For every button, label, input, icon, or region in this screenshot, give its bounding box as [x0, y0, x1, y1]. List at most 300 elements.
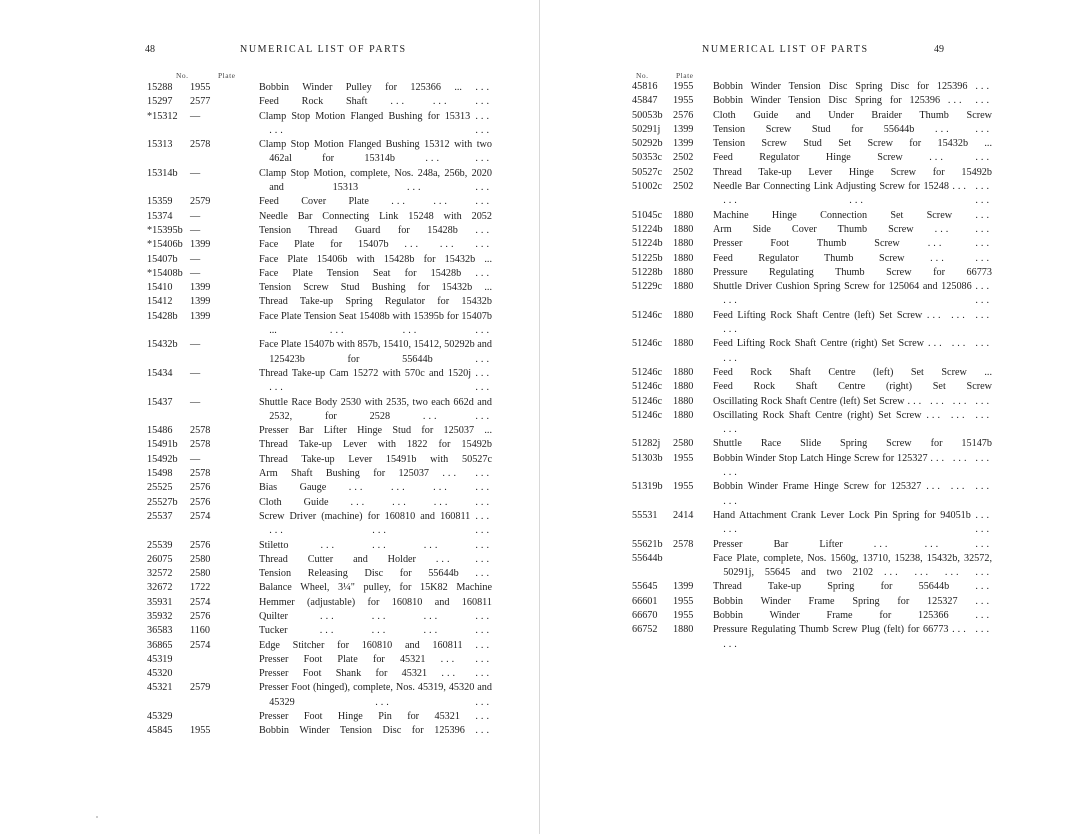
part-entry — [147, 95, 492, 109]
part-number: 51002c — [632, 181, 662, 193]
leader-dots: ... ... — [935, 123, 992, 135]
part-number: 55621b — [632, 538, 663, 550]
part-description-text: Presser Foot Hinge Pin for 45321 — [259, 711, 460, 723]
part-number: 50527c — [632, 166, 662, 178]
part-description — [259, 667, 492, 681]
part-entry — [147, 195, 492, 209]
part-description-text: Clamp Stop Motion Flanged Bushing 15312 with two 462al for 15314b — [259, 139, 492, 165]
part-number: 15434 — [147, 367, 173, 379]
leader-dots: ... ... — [929, 152, 993, 164]
plate-number: 1880 — [673, 266, 694, 278]
part-description — [259, 610, 492, 624]
part-entry — [147, 396, 492, 425]
part-number: 26075 — [147, 553, 173, 565]
part-number: 36583 — [147, 625, 173, 637]
part-description — [259, 310, 492, 339]
part-description-text: Face Plate for 15407b — [259, 239, 389, 251]
part-description — [259, 639, 492, 653]
part-description — [713, 623, 992, 652]
part-number: 55645 — [632, 581, 658, 593]
part-description-text: Needle Bar Connecting Link Adjusting Screw for 15248 — [713, 181, 949, 193]
part-entry — [147, 310, 492, 339]
part-description-text: Thread Take-up Spring Regulator for 15432b — [259, 296, 492, 308]
plate-number: 1955 — [190, 82, 211, 93]
part-number: 51246c — [632, 309, 662, 321]
column-header-number: No. — [636, 71, 649, 80]
part-entry — [632, 452, 992, 481]
part-description — [259, 467, 492, 481]
plate-number: — — [190, 396, 201, 408]
part-description — [259, 453, 492, 467]
part-entry — [147, 667, 492, 681]
part-description — [259, 195, 492, 209]
leader-dots: ... — [475, 224, 493, 236]
part-entry — [147, 138, 492, 167]
plate-number: 1880 — [673, 238, 694, 250]
part-description — [259, 167, 492, 196]
part-description — [713, 209, 992, 223]
part-entry — [632, 395, 992, 409]
leader-dots: ... ... — [375, 696, 492, 708]
leader-dots: ... ... ... — [723, 281, 992, 307]
part-number: 51224b — [632, 238, 663, 250]
leader-dots: ... ... ... — [404, 239, 493, 251]
running-head: NUMERICAL LIST OF PARTS — [240, 44, 407, 55]
part-description-text: Tension Thread Guard for 15428b — [259, 224, 458, 236]
part-number: 45319 — [147, 653, 173, 665]
part-description-text: Tension Screw Stud Set Screw for 15432b ... — [713, 138, 992, 150]
part-description-text: Pressure Regulating Thumb Screw Plug (felt) for 66773 — [713, 624, 949, 636]
page-number: 49 — [934, 44, 944, 55]
part-description-text: Thread Take-up Lever Hinge Screw for 15492b — [713, 166, 992, 178]
part-number: 36865 — [147, 639, 173, 651]
part-number: 15492b — [147, 453, 178, 465]
part-number: 15486 — [147, 425, 173, 437]
column-header-number: No. — [176, 71, 189, 80]
plate-number: 1880 — [673, 252, 694, 264]
part-number: 66601 — [632, 595, 658, 607]
part-number: 66752 — [632, 624, 658, 636]
part-description — [259, 681, 492, 710]
plate-number: 2576 — [190, 610, 211, 622]
plate-number: 2580 — [190, 553, 211, 565]
part-number: 51246c — [632, 381, 662, 393]
part-description — [259, 95, 492, 109]
part-entry — [147, 653, 492, 667]
plate-number: — — [190, 253, 201, 265]
plate-number: 1955 — [673, 481, 694, 493]
part-number: 35931 — [147, 596, 173, 608]
part-entry — [147, 210, 492, 224]
part-number: 51246c — [632, 395, 662, 407]
part-description-text: Clamp Stop Motion, complete, Nos. 248a, 256b, 2020 and 15313 — [259, 167, 492, 194]
leader-dots: ... — [975, 581, 992, 593]
part-number: 51303b — [632, 452, 663, 464]
part-description — [259, 338, 492, 367]
part-entry — [632, 94, 992, 108]
part-description-text: Feed Rock Shaft Centre (right) Set Screw — [713, 381, 992, 393]
part-description-text: Feed Rock Shaft Centre (left) Set Screw ... — [713, 366, 992, 378]
part-number: *15406b — [147, 239, 183, 251]
leader-dots: ... ... ... ... — [907, 395, 993, 407]
part-description — [259, 396, 492, 425]
part-entry — [632, 552, 992, 581]
part-entry — [632, 366, 992, 380]
part-description-text: Bobbin Winder Tension Disc Spring Disc for 125396 — [713, 81, 968, 92]
part-entry — [632, 580, 992, 594]
plate-number: 1399 — [190, 310, 211, 322]
part-entry — [632, 509, 992, 538]
part-entry — [632, 223, 992, 237]
part-description-text: Clamp Stop Motion Flanged Bushing for 15313 — [259, 110, 471, 122]
part-entry — [147, 338, 492, 367]
part-description — [259, 81, 492, 95]
part-description — [713, 252, 992, 266]
plate-number: 1880 — [673, 381, 694, 393]
plate-number: 1955 — [190, 725, 211, 737]
part-number: 45845 — [147, 725, 173, 737]
part-description-text: Needle Bar Connecting Link 15248 with 2052 — [259, 210, 492, 222]
plate-number: 1399 — [190, 296, 211, 308]
plate-number: 1880 — [673, 309, 694, 321]
parts-list — [147, 81, 492, 739]
part-entry — [632, 237, 992, 251]
part-description — [259, 567, 492, 581]
part-description — [259, 281, 492, 295]
plate-number: 1880 — [673, 209, 694, 221]
part-number: 35932 — [147, 610, 173, 622]
part-entry — [147, 624, 492, 638]
part-number: 15437 — [147, 396, 173, 408]
part-description — [259, 496, 492, 510]
leader-dots: ... ... — [930, 252, 992, 264]
part-description-text: Face Plate Tension Seat for 15428b — [259, 267, 462, 279]
part-number: 25525 — [147, 482, 173, 494]
part-description-text: Presser Foot (hinged), complete, Nos. 45319, 45320 and 45329 — [259, 682, 492, 708]
part-number: 32572 — [147, 568, 173, 580]
part-description — [713, 180, 992, 209]
leader-dots: ... — [975, 595, 993, 607]
part-description-text: Thread Take-up Lever with 1822 for 15492b — [259, 439, 492, 451]
part-description-text: Face Plate Tension Seat 15408b with 15395b for 15407b ... — [259, 310, 492, 337]
part-entry — [632, 266, 992, 280]
part-entry — [632, 623, 992, 652]
part-entry — [632, 80, 992, 94]
part-description — [713, 409, 992, 438]
part-entry — [632, 123, 992, 137]
part-entry — [632, 595, 992, 609]
part-entry — [147, 539, 492, 553]
plate-number: 2576 — [190, 496, 211, 508]
part-description-text: Bobbin Winder Pulley for 125366 ... — [259, 82, 462, 93]
part-description-text: Thread Take-up Spring for 55644b — [713, 581, 950, 593]
right-page — [540, 0, 1080, 834]
part-number: 15407b — [147, 253, 178, 265]
plate-number: 1880 — [673, 281, 694, 293]
leader-dots: ... — [975, 81, 993, 92]
part-number: 50292b — [632, 138, 663, 150]
part-description-text: Hemmer (adjustable) for 160810 and 160811 — [259, 596, 492, 608]
part-description — [259, 110, 492, 139]
plate-number: 1880 — [673, 409, 694, 421]
plate-number: 2502 — [673, 166, 694, 178]
part-number: 66670 — [632, 609, 658, 621]
part-description-text: Presser Bar Lifter — [713, 538, 843, 550]
part-description — [259, 581, 492, 595]
plate-number: 2577 — [190, 96, 211, 108]
plate-number: 2576 — [190, 539, 211, 551]
part-description — [713, 380, 992, 394]
part-description — [259, 510, 492, 539]
part-description-text: Shuttle Driver Cushion Spring Screw for 125064 and 125086 — [713, 281, 972, 293]
part-entry — [147, 81, 492, 95]
part-number: 15359 — [147, 196, 173, 208]
leader-dots: ... ... ... ... — [723, 481, 992, 507]
part-number: 51045c — [632, 209, 662, 221]
leader-dots: ... ... ... ... — [269, 510, 492, 537]
plate-number: 2580 — [673, 438, 694, 450]
part-description-text: Pressure Regulating Thumb Screw for 66773 — [713, 266, 992, 278]
part-number: 25537 — [147, 510, 173, 522]
part-number: 51224b — [632, 223, 663, 235]
leader-dots: ... ... — [440, 653, 493, 665]
leader-dots: ... ... ... — [329, 325, 493, 337]
part-number: 51229c — [632, 281, 662, 293]
part-description — [713, 509, 992, 538]
leader-dots: ... — [475, 82, 493, 93]
part-description — [713, 80, 992, 94]
part-description — [713, 109, 992, 123]
part-entry — [147, 610, 492, 624]
plate-number: — — [190, 453, 201, 465]
plate-number: — — [190, 339, 201, 351]
part-description-text: Face Plate, complete, Nos. 1560g, 13710, 15238, 15432b, 32572, 50291j, 55645 and two 2102 — [713, 552, 992, 579]
part-description — [259, 210, 492, 224]
plate-number: 1955 — [673, 452, 694, 464]
plate-number: 1399 — [190, 239, 211, 251]
part-description-text: Oscillating Rock Shaft Centre (left) Set Screw — [713, 395, 905, 407]
part-description — [713, 123, 992, 137]
part-entry — [632, 109, 992, 123]
part-number: 32672 — [147, 582, 173, 594]
plate-number: 1722 — [190, 582, 211, 594]
part-description-text: Cloth Guide — [259, 496, 329, 508]
leader-dots: ... ... — [435, 553, 493, 565]
part-description-text: Feed Rock Shaft — [259, 96, 368, 108]
column-header-plate: Plate — [218, 71, 236, 80]
part-description-text: Bobbin Winder Tension Disc for 125396 — [259, 725, 465, 737]
part-description-text: Quilter — [259, 610, 288, 622]
part-entry — [147, 467, 492, 481]
part-description-text: Arm Shaft Bushing for 125037 — [259, 468, 430, 480]
plate-number: — — [190, 267, 201, 279]
part-description — [713, 137, 992, 151]
part-description — [713, 366, 992, 380]
part-description-text: Feed Cover Plate — [259, 196, 369, 208]
part-description — [713, 280, 992, 309]
part-description — [259, 267, 492, 281]
part-description-text: Presser Foot Shank for 45321 — [259, 668, 428, 680]
part-entry — [632, 252, 992, 266]
part-description — [713, 552, 992, 581]
part-description-text: Machine Hinge Connection Set Screw — [713, 209, 953, 221]
part-entry — [147, 267, 492, 281]
plate-number: 2580 — [190, 568, 211, 580]
part-number: 15410 — [147, 282, 173, 294]
part-description — [713, 437, 992, 451]
part-description — [259, 624, 492, 638]
part-entry — [632, 480, 992, 509]
part-number: 15432b — [147, 339, 178, 351]
part-description-text: Stiletto — [259, 539, 289, 551]
part-description — [259, 596, 492, 610]
part-description-text: Cloth Guide and Under Braider Thumb Screw — [713, 109, 992, 121]
part-number: 45320 — [147, 668, 173, 680]
plate-number: 1955 — [673, 95, 694, 107]
part-number: 55531 — [632, 509, 658, 521]
part-entry — [147, 281, 492, 295]
part-description — [713, 94, 992, 108]
plate-number: 1880 — [673, 366, 694, 378]
part-entry — [632, 166, 992, 180]
part-number: 15428b — [147, 310, 178, 322]
part-description-text: Bobbin Winder Frame Spring for 125327 — [713, 595, 958, 607]
part-entry — [147, 424, 492, 438]
part-number: 45321 — [147, 682, 173, 694]
part-description — [259, 710, 492, 724]
leader-dots: ... ... ... ... — [320, 610, 493, 622]
part-number: 15297 — [147, 96, 173, 108]
leader-dots: ... — [475, 711, 492, 723]
part-entry — [632, 538, 992, 552]
leader-dots: ... ... ... — [723, 624, 993, 650]
plate-number: 1399 — [673, 138, 694, 150]
plate-number: 2578 — [190, 468, 211, 480]
part-entry — [147, 238, 492, 252]
part-entry — [147, 481, 492, 495]
part-description-text: Edge Stitcher for 160810 and 160811 — [259, 639, 463, 651]
leader-dots: ... ... ... ... — [320, 539, 492, 551]
part-description-text: Feed Lifting Rock Shaft Centre (left) Set Screw — [713, 309, 923, 321]
part-description — [713, 337, 992, 366]
part-entry — [147, 453, 492, 467]
part-description-text: Arm Side Cover Thumb Screw — [713, 223, 914, 235]
plate-number: 2576 — [190, 482, 211, 494]
part-description — [713, 595, 992, 609]
part-description — [259, 553, 492, 567]
part-entry — [632, 180, 992, 209]
leader-dots: ... — [475, 267, 492, 279]
part-description — [259, 295, 492, 309]
plate-number: 1399 — [673, 123, 694, 135]
part-description — [713, 237, 992, 251]
leader-dots: ... ... — [406, 182, 492, 194]
part-number: 51246c — [632, 338, 662, 350]
leader-dots: ... ... ... — [269, 367, 493, 394]
plate-number: 1955 — [673, 81, 694, 92]
plate-number: 2578 — [190, 139, 211, 151]
leader-dots: ... ... ... — [873, 538, 993, 550]
plate-number: 1399 — [673, 581, 694, 593]
column-header-plate: Plate — [676, 71, 694, 80]
part-entry — [632, 337, 992, 366]
scan-speck — [96, 816, 98, 818]
part-entry — [147, 596, 492, 610]
plate-number: 2502 — [673, 181, 694, 193]
part-description-text: Feed Regulator Hinge Screw — [713, 152, 903, 164]
part-number: *15312 — [147, 110, 178, 122]
part-description — [713, 223, 992, 237]
part-description-text: Bobbin Winder Tension Disc Spring for 125396 — [713, 95, 941, 107]
part-number: 51228b — [632, 266, 663, 278]
part-number: 51319b — [632, 481, 663, 493]
part-description — [259, 424, 492, 438]
part-entry — [147, 510, 492, 539]
plate-number: 2579 — [190, 196, 211, 208]
part-entry — [147, 681, 492, 710]
part-entry — [632, 437, 992, 451]
leader-dots: ... ... ... ... — [723, 452, 992, 479]
part-number: 51246c — [632, 366, 662, 378]
part-entry — [147, 710, 492, 724]
part-entry — [147, 639, 492, 653]
part-entry — [147, 496, 492, 510]
part-entry — [632, 609, 992, 623]
part-number: *15408b — [147, 267, 183, 279]
plate-number: 2578 — [190, 425, 211, 437]
part-entry — [632, 380, 992, 394]
part-entry — [147, 438, 492, 452]
plate-number: — — [190, 210, 201, 222]
part-description-text: Tension Screw Stud Bushing for 15432b ... — [259, 282, 492, 294]
part-description-text: Bobbin Winder Stop Latch Hinge Screw for 125327 — [713, 452, 928, 464]
part-description-text: Balance Wheel, 3¼" pulley, for 15K82 Machine — [259, 582, 492, 594]
leader-dots: ... ... ... ... — [348, 482, 492, 494]
part-description-text: Oscillating Rock Shaft Centre (right) Set Screw — [713, 409, 922, 421]
leader-dots: ... ... — [934, 223, 993, 235]
plate-number: — — [190, 224, 201, 236]
plate-number: 2414 — [673, 509, 694, 521]
leader-dots: ... ... ... — [390, 96, 493, 108]
leader-dots: ... ... — [947, 95, 993, 107]
part-number: 50291j — [632, 123, 661, 135]
leader-dots: ... ... ... ... — [883, 567, 993, 579]
plate-number: 2579 — [190, 682, 211, 694]
part-entry — [632, 309, 992, 338]
part-number: 45816 — [632, 81, 658, 92]
part-number: 51246c — [632, 409, 662, 421]
leader-dots: ... ... — [422, 410, 493, 422]
leader-dots: ... — [475, 353, 492, 365]
part-number: 45847 — [632, 95, 658, 107]
part-number: *15395b — [147, 224, 183, 236]
running-head: NUMERICAL LIST OF PARTS — [702, 44, 869, 55]
part-number: 15498 — [147, 468, 173, 480]
part-description-text: Face Plate 15407b with 857b, 15410, 15412, 50292b and 125423b for 55644b — [259, 339, 492, 365]
leader-dots: ... — [475, 639, 492, 651]
plate-number: 2576 — [673, 109, 694, 121]
part-description — [259, 238, 492, 252]
leader-dots: ... ... ... ... — [350, 496, 493, 508]
part-description — [713, 538, 992, 552]
plate-number: 2574 — [190, 639, 211, 651]
part-entry — [632, 209, 992, 223]
leader-dots: ... ... ... ... — [723, 409, 993, 436]
part-description — [713, 480, 992, 509]
part-description-text: Tension Releasing Disc for 55644b — [259, 568, 459, 580]
part-description-text: Shuttle Race Slide Spring Screw for 15147b — [713, 438, 992, 450]
plate-number: 2578 — [190, 439, 211, 451]
